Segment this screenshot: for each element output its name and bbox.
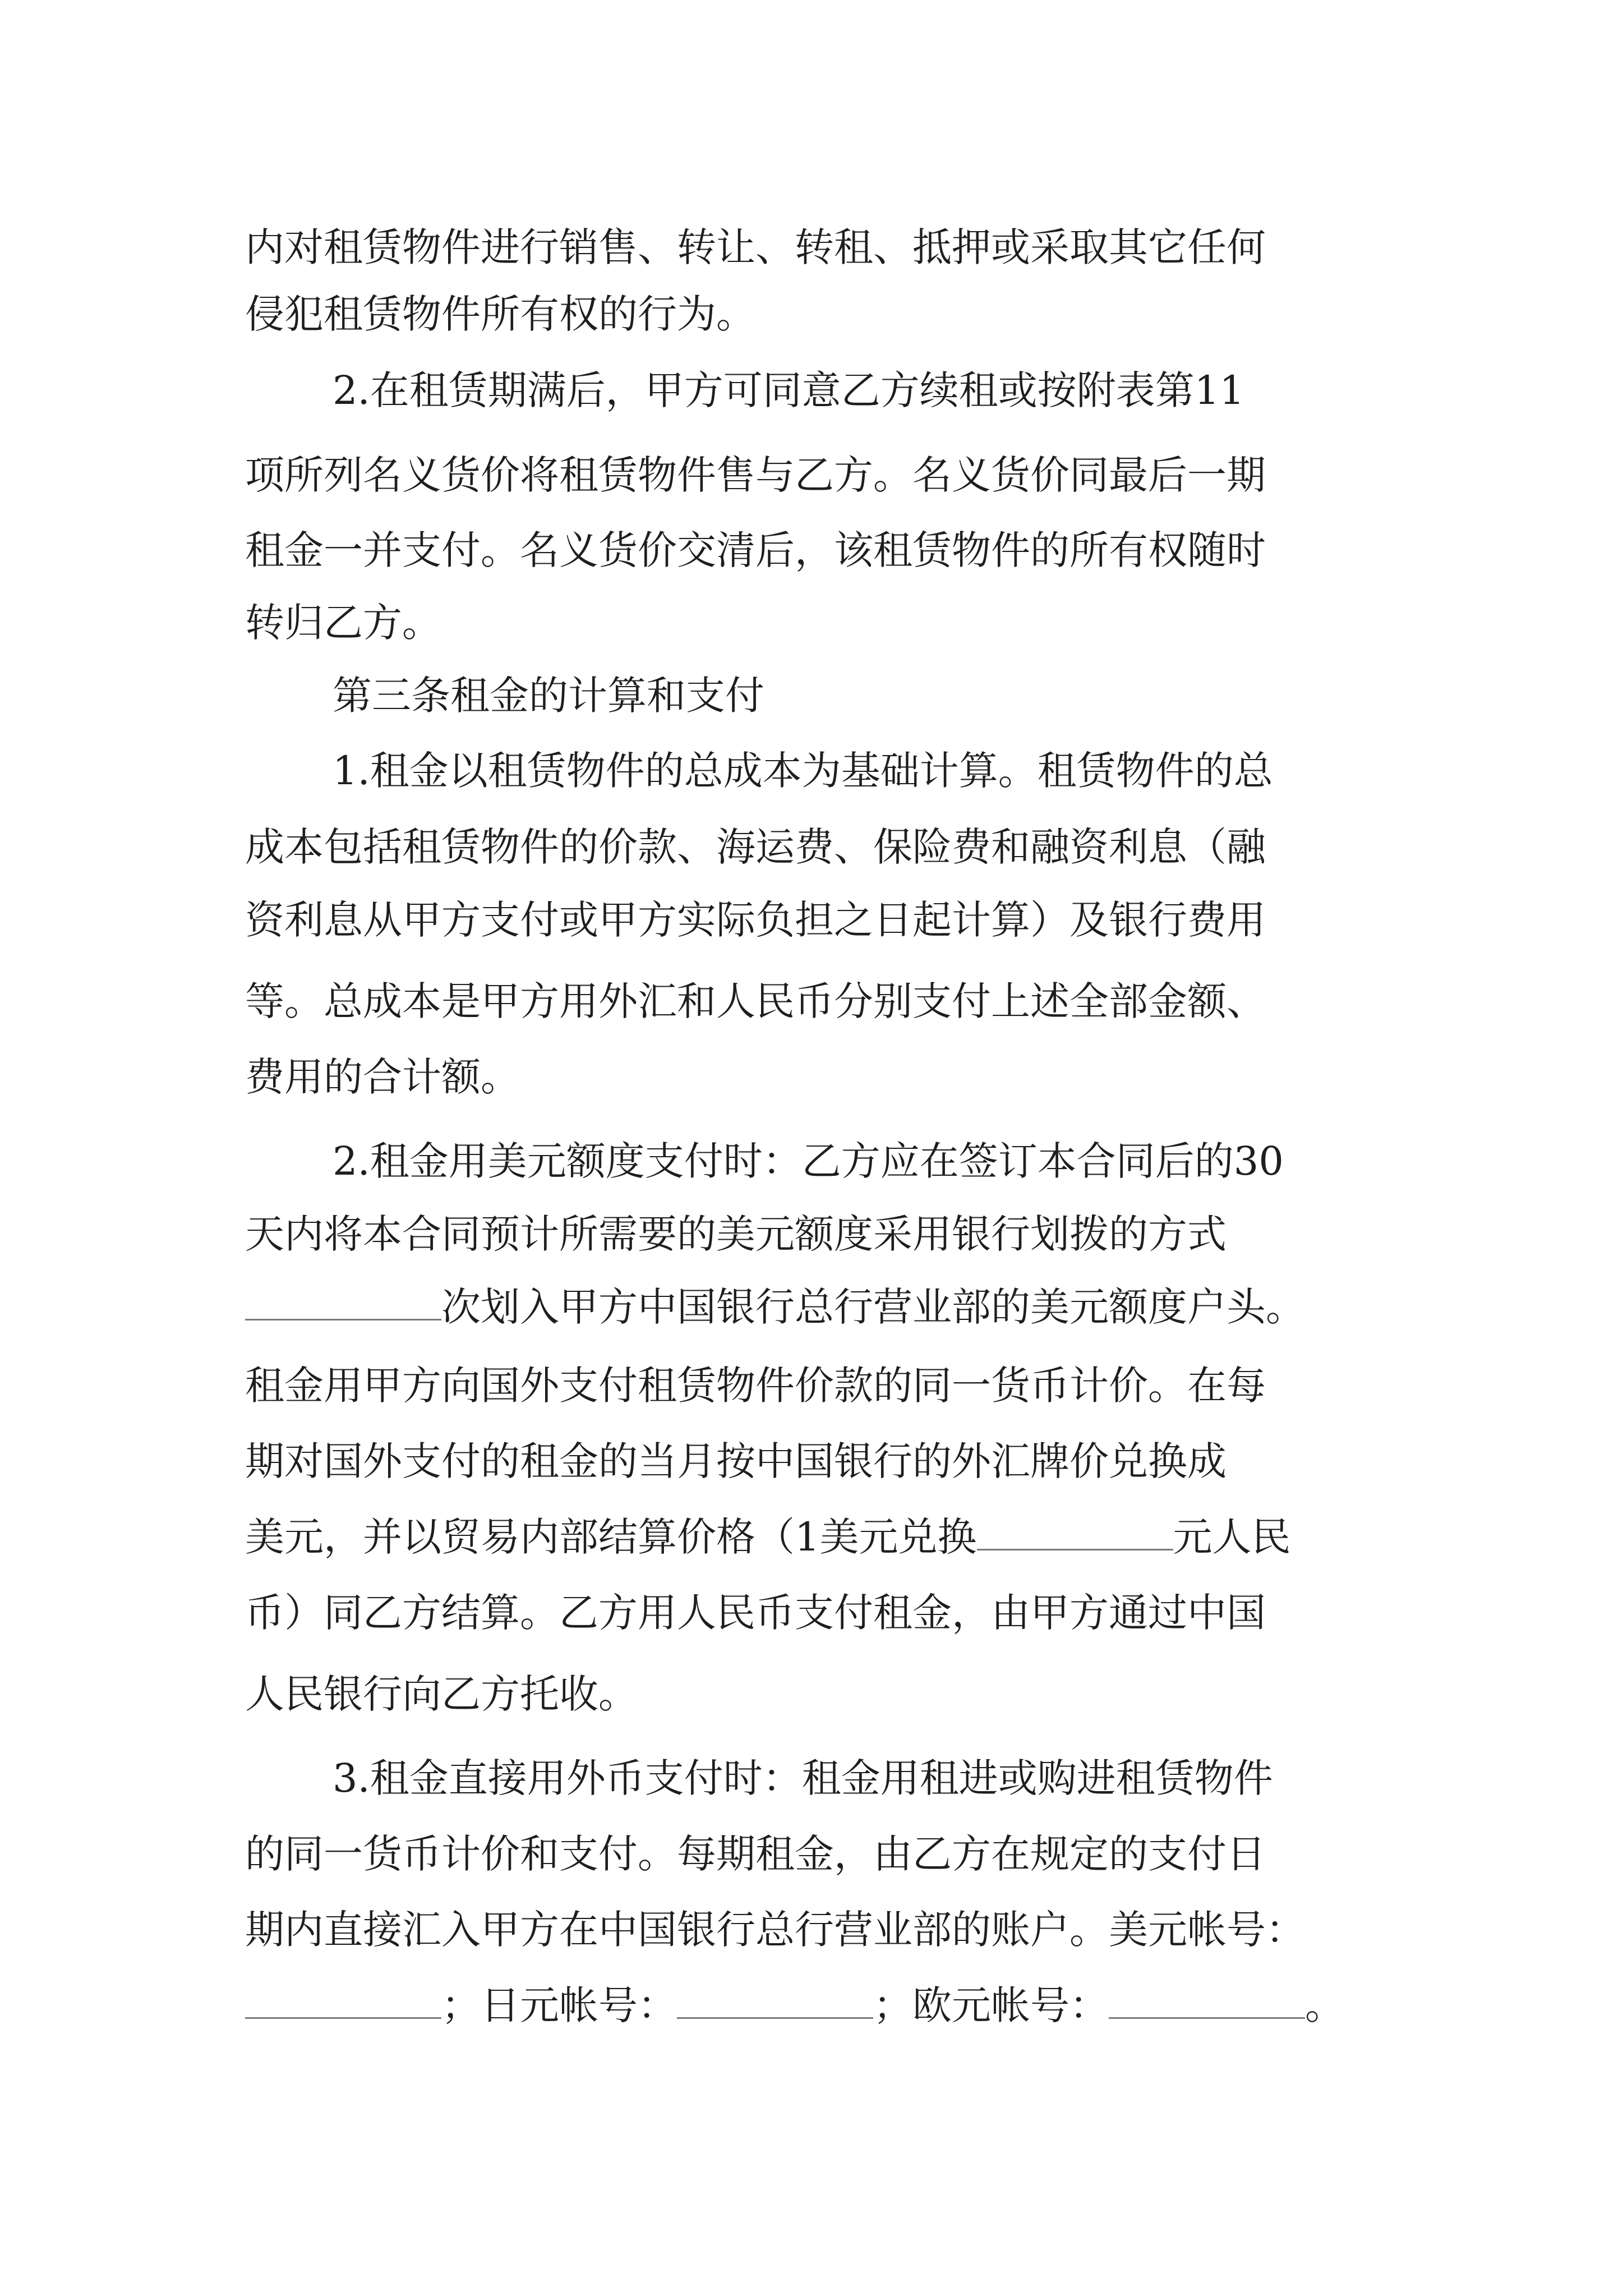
text-line: 项所列名义货价将租赁物件售与乙方。名义货价同最后一期 <box>245 452 1266 498</box>
text-line: 租金用甲方向国外支付租赁物件价款的同一货币计价。在每 <box>245 1363 1266 1409</box>
text-line: 侵犯租赁物件所有权的行为。 <box>245 291 755 337</box>
text-segment: 元人民 <box>1173 1514 1291 1560</box>
fill-in-blank <box>245 1978 441 2019</box>
section-heading: 第三条租金的计算和支付 <box>333 673 764 719</box>
text-segment: 美元，并以贸易内部结算价格（1美元兑换 <box>245 1514 977 1560</box>
text-line: 币）同乙方结算。乙方用人民币支付租金，由甲方通过中国 <box>245 1590 1266 1636</box>
text-line: 天内将本合同预计所需要的美元额度采用银行划拨的方式 <box>245 1211 1227 1257</box>
text-line: 人民银行向乙方托收。 <box>245 1671 638 1717</box>
text-segment: 。 <box>1305 1982 1344 2028</box>
text-line: 等。总成本是甲方用外汇和人民币分别支付上述全部金额、 <box>245 978 1266 1024</box>
text-line: 费用的合计额。 <box>245 1054 520 1100</box>
fill-in-blank <box>977 1510 1173 1550</box>
text-segment: 次划入甲方中国银行总行营业部的美元额度户头。 <box>441 1284 1305 1330</box>
text-line: 的同一货币计价和支付。每期租金，由乙方在规定的支付日 <box>245 1831 1266 1877</box>
text-line: 期对国外支付的租金的当月按中国银行的外汇牌价兑换成 <box>245 1438 1227 1484</box>
text-line: 内对租赁物件进行销售、转让、转租、抵押或采取其它任何 <box>245 224 1266 270</box>
text-line-with-blank <box>245 1503 1291 1571</box>
text-line-with-blank <box>245 1273 1305 1341</box>
fill-in-blank <box>1109 1978 1305 2019</box>
text-line: 租金一并支付。名义货价交清后，该租赁物件的所有权随时 <box>245 527 1266 573</box>
text-segment: ；欧元帐号： <box>873 1982 1109 2028</box>
text-line: 2.租金用美元额度支付时：乙方应在签订本合同后的30 <box>333 1138 1284 1184</box>
fill-in-blank <box>677 1978 873 2019</box>
text-line: 3.租金直接用外币支付时：租金用租进或购进租赁物件 <box>333 1755 1273 1801</box>
text-line-with-blanks <box>245 1972 1344 2039</box>
text-segment: ；日元帐号： <box>441 1982 677 2028</box>
fill-in-blank <box>245 1280 441 1320</box>
text-line: 成本包括租赁物件的价款、海运费、保险费和融资利息（融 <box>245 824 1266 870</box>
text-line: 2.在租赁期满后，甲方可同意乙方续租或按附表第11 <box>333 367 1244 413</box>
text-line: 资利息从甲方支付或甲方实际负担之日起计算）及银行费用 <box>245 897 1266 943</box>
text-line: 期内直接汇入甲方在中国银行总行营业部的账户。美元帐号： <box>245 1907 1305 1953</box>
text-line: 1.租金以租赁物件的总成本为基础计算。租赁物件的总 <box>333 748 1273 794</box>
text-line: 转归乙方。 <box>245 600 441 646</box>
